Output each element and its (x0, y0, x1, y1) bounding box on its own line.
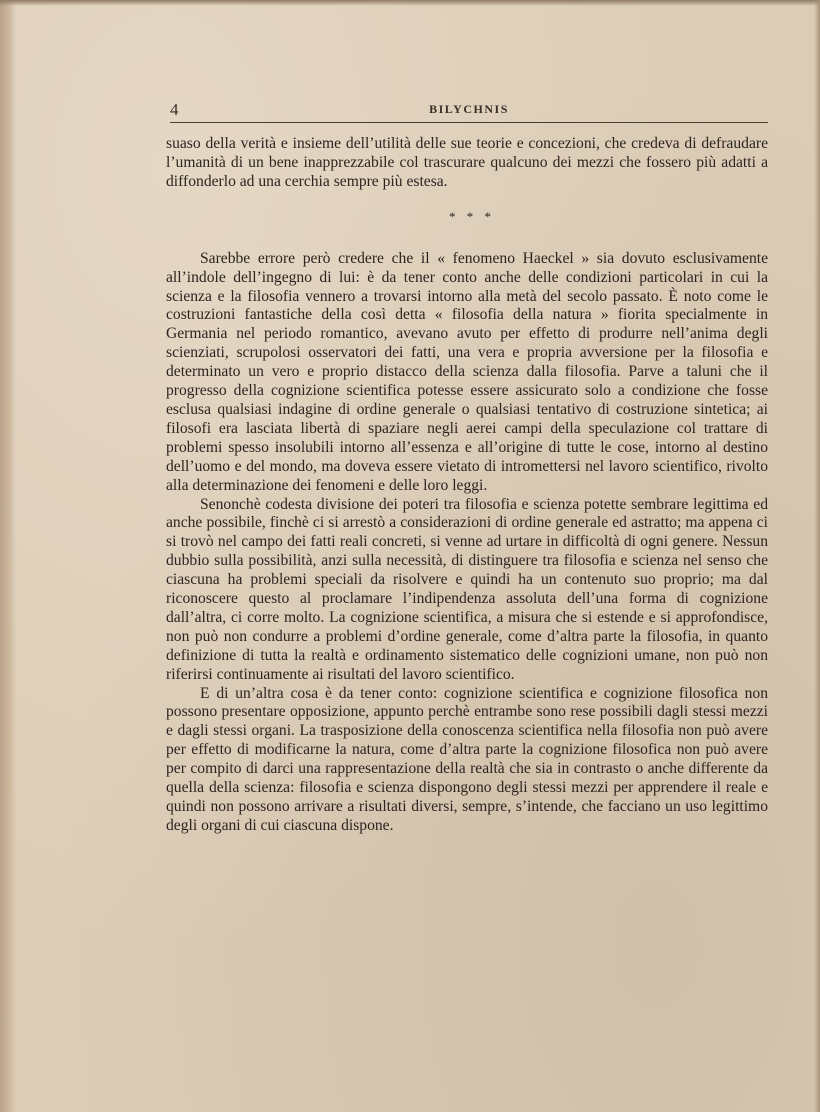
paragraph-no-opposition: E di un’altra cosa è da tener conto: cognizione scientifica e cognizione filosofica non possono presentare opposizione, appunto perchè entrambe sono rese possibili dagli stessi mezzi e dagli stessi organi. La trasposizione della conoscenza scientifica nella filosofia non può avere per effetto di modificarne la natura, come d’altra parte la cognizione filosofica non può avere per compito di darci una rappresentazione della realtà che sia in contrasto o anche differente da quella della scienza: filosofia e scienza dispongono degli stessi mezzi per apprendere il reale e quindi non possono arrivare a risultati diversi, sempre, s’intende, che facciano un uso legittimo degli organi di cui ciascuna dispone. (166, 684, 768, 834)
paragraph-division-of-powers: Senonchè codesta divisione dei poteri tra filosofia e scienza potette sembrare legittima ed anche possibile, finchè ci si arrestò a considerazioni di ordine generale ed astratto; ma appena ci si trovò nel campo dei fatti reali concreti, si venne ad urtare in difficoltà di ogni genere. Nessun dubbio sulla possibilità, anzi sulla necessità, di distinguere tra filosofia e scienza nel senso che ciascuna ha problemi speciali da risolvere e quindi ha un contenuto suo proprio; ma dal riconoscere questo al proclamare l’indipendenza assoluta dell’una forma di cognizione dall’altra, ci corre molto. La cognizione scientifica, a misura che si estende e si approfondisce, non può non condurre a problemi d’ordine generale, come d’altra parte la filosofia, in quanto definizione di tutta la realtà e ordinamento sistematico delle cognizioni umane, non può non riferirsi continuamente ai risultati del lavoro scientifico. (166, 495, 768, 683)
page-top-edge (0, 0, 820, 6)
paragraph-continuation: suaso della verità e insieme dell’utilità delle sue teorie e concezioni, che credeva di defraudare l’umanità di un bene inapprezzabile col trascurare qualcuno dei mezzi che fossero più adatti a diffonderlo ad una cerchia sempre più estesa. (166, 135, 768, 190)
page-left-edge (0, 0, 16, 1112)
journal-title: BILYCHNIS (429, 102, 509, 116)
section-separator: * * * (449, 208, 495, 224)
page-number: 4 (170, 100, 179, 119)
body-text (166, 135, 768, 836)
page-right-edge (814, 0, 820, 1112)
paragraph-haeckel-phenomenon: Sarebbe errore però credere che il « fenomeno Haeckel » sia dovuto esclusivamente all’indole dell’ingegno di lui: è da tener conto anche delle condizioni particolari in cui la scienza e la filosofia vennero a trovarsi intorno alla metà del secolo passato. È noto come le costruzioni fantastiche della così detta « filosofia della natura » fiorita specialmente in Germania nel periodo romantico, avevano avuto per effetto di produrre nell’anima degli scienziati, scrupolosi osservatori dei fatti, una vera e propria avversione per la filosofia e determinato un vero e proprio distacco della scienza dalla filosofia. Parve a taluni che il progresso della cognizione scientifica potesse essere assicurato solo a condizione che fosse esclusa qualsiasi indagine di ordine generale o qualsiasi tentativo di costruzione sintetica; ai filosofi era lasciata libertà di spaziare negli aerei campi della speculazione col trattare di problemi spesso insolubili intorno all’essenza e all’origine di tutte le cose, intorno al destino dell’uomo e del mondo, ma doveva essere vietato di intromettersi nel lavoro scientifico, rivolto alla determinazione dei fenomeni e delle loro leggi. (166, 249, 768, 494)
running-head (170, 100, 768, 122)
header-rule (170, 122, 768, 123)
